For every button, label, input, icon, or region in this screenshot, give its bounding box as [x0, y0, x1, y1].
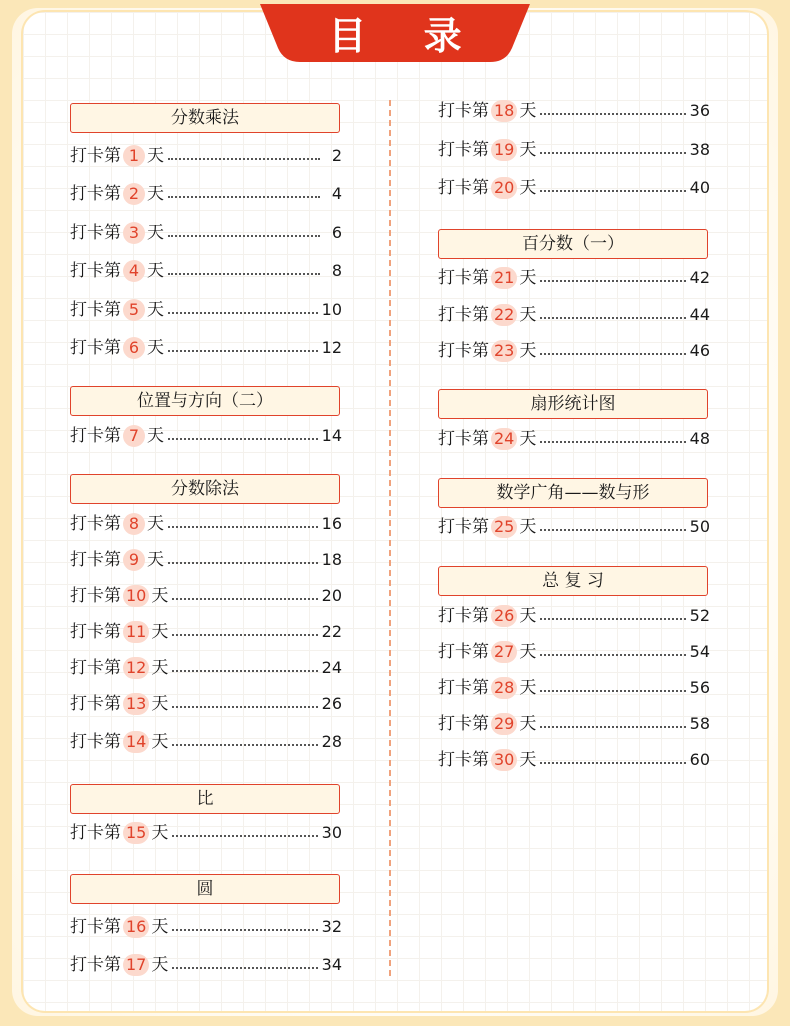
entry-prefix: 打卡第 [438, 268, 489, 288]
entry-suffix: 天 [151, 917, 169, 937]
section-heading: 分数除法 [70, 474, 340, 504]
dot-leader [172, 706, 317, 708]
day-number: 22 [491, 304, 517, 326]
entry-suffix: 天 [147, 550, 164, 570]
toc-entry[interactable] [70, 144, 342, 168]
entry-prefix: 打卡第 [438, 678, 489, 698]
day-number: 27 [491, 641, 517, 663]
day-number: 30 [491, 749, 517, 771]
dot-leader [168, 526, 318, 528]
section-heading: 扇形统计图 [438, 389, 708, 419]
page-number: 44 [689, 305, 710, 324]
dot-leader [172, 670, 317, 672]
day-number: 20 [491, 177, 517, 199]
dot-leader [540, 317, 685, 319]
toc-entry[interactable] [438, 303, 710, 327]
toc-entry[interactable] [438, 339, 710, 363]
entry-prefix: 打卡第 [438, 714, 489, 734]
entry-prefix: 打卡第 [438, 341, 489, 361]
day-number: 11 [123, 621, 149, 643]
entry-prefix: 打卡第 [70, 917, 121, 937]
dot-leader [168, 158, 320, 160]
day-number: 5 [123, 299, 145, 321]
dot-leader [540, 654, 685, 656]
page-number: 60 [689, 750, 710, 769]
page-number: 46 [689, 341, 710, 360]
entry-suffix: 天 [147, 184, 164, 204]
day-number: 16 [123, 916, 149, 938]
entry-suffix: 天 [147, 223, 164, 243]
entry-suffix: 天 [519, 642, 537, 662]
column-divider [389, 100, 391, 976]
toc-entry[interactable] [70, 298, 342, 322]
page-number: 10 [321, 300, 342, 319]
dot-leader [540, 190, 685, 192]
entry-suffix: 天 [519, 101, 537, 121]
page-number: 56 [689, 678, 710, 697]
page-number: 30 [321, 823, 342, 842]
entry-prefix: 打卡第 [438, 429, 489, 449]
day-number: 28 [491, 677, 517, 699]
dot-leader [168, 273, 320, 275]
entry-prefix: 打卡第 [438, 606, 489, 626]
entry-prefix: 打卡第 [438, 178, 489, 198]
dot-leader [540, 529, 685, 531]
dot-leader [540, 726, 685, 728]
dot-leader [172, 967, 317, 969]
day-number: 4 [123, 260, 145, 282]
day-number: 24 [491, 428, 517, 450]
day-number: 25 [491, 516, 517, 538]
toc-entry[interactable] [438, 676, 710, 700]
entry-suffix: 天 [147, 146, 164, 166]
page-number: 22 [321, 622, 342, 641]
dot-leader [540, 441, 685, 443]
entry-prefix: 打卡第 [438, 101, 489, 121]
entry-suffix: 天 [519, 429, 537, 449]
dot-leader [168, 438, 318, 440]
entry-suffix: 天 [519, 517, 537, 537]
page-number: 4 [331, 184, 342, 203]
day-number: 13 [123, 693, 149, 715]
entry-suffix: 天 [519, 678, 537, 698]
dot-leader [540, 762, 685, 764]
entry-prefix: 打卡第 [438, 750, 489, 770]
entry-prefix: 打卡第 [70, 146, 121, 166]
page-number: 12 [321, 338, 342, 357]
day-number: 9 [123, 549, 145, 571]
toc-entry[interactable] [70, 221, 342, 245]
entry-prefix: 打卡第 [70, 622, 121, 642]
day-number: 7 [123, 425, 145, 447]
page-number: 40 [689, 178, 710, 197]
day-number: 26 [491, 605, 517, 627]
entry-suffix: 天 [151, 823, 169, 843]
entry-prefix: 打卡第 [70, 261, 121, 281]
title-banner [260, 4, 530, 64]
toc-entry[interactable] [70, 548, 342, 572]
entry-suffix: 天 [519, 305, 537, 325]
page-number: 6 [331, 223, 342, 242]
toc-entry[interactable] [438, 99, 710, 123]
entry-suffix: 天 [147, 300, 164, 320]
entry-suffix: 天 [147, 261, 164, 281]
entry-prefix: 打卡第 [438, 140, 489, 160]
day-number: 8 [123, 513, 145, 535]
toc-entry[interactable] [70, 336, 342, 360]
toc-entry[interactable] [438, 266, 710, 290]
entry-suffix: 天 [151, 622, 169, 642]
entry-suffix: 天 [151, 658, 169, 678]
page-number: 38 [689, 140, 710, 159]
entry-prefix: 打卡第 [70, 658, 121, 678]
toc-entry[interactable] [438, 427, 710, 451]
entry-prefix: 打卡第 [70, 426, 121, 446]
day-number: 6 [123, 337, 145, 359]
page-number: 18 [321, 550, 342, 569]
entry-suffix: 天 [519, 268, 537, 288]
dot-leader [540, 353, 685, 355]
page-number: 20 [321, 586, 342, 605]
day-number: 12 [123, 657, 149, 679]
day-number: 14 [123, 731, 149, 753]
entry-suffix: 天 [519, 341, 537, 361]
day-number: 18 [491, 100, 517, 122]
toc-entry[interactable] [70, 424, 342, 448]
toc-entry[interactable] [70, 182, 342, 206]
page-number: 54 [689, 642, 710, 661]
entry-prefix: 打卡第 [438, 517, 489, 537]
dot-leader [168, 235, 320, 237]
section-heading: 百分数（一） [438, 229, 708, 259]
page-number: 48 [689, 429, 710, 448]
page-number: 52 [689, 606, 710, 625]
toc-entry[interactable] [438, 712, 710, 736]
toc-entry[interactable] [438, 176, 710, 200]
page-number: 42 [689, 268, 710, 287]
toc-entry[interactable] [70, 953, 342, 977]
dot-leader [172, 835, 317, 837]
toc-entry[interactable] [70, 656, 342, 680]
entry-suffix: 天 [147, 338, 164, 358]
section-heading: 位置与方向（二） [70, 386, 340, 416]
dot-leader [168, 350, 318, 352]
day-number: 1 [123, 145, 145, 167]
entry-suffix: 天 [147, 426, 164, 446]
day-number: 17 [123, 954, 149, 976]
entry-prefix: 打卡第 [70, 184, 121, 204]
entry-suffix: 天 [151, 955, 169, 975]
entry-prefix: 打卡第 [70, 338, 121, 358]
toc-entry[interactable] [70, 730, 342, 754]
dot-leader [172, 634, 317, 636]
entry-suffix: 天 [147, 514, 164, 534]
dot-leader [168, 196, 320, 198]
day-number: 15 [123, 822, 149, 844]
entry-prefix: 打卡第 [70, 955, 121, 975]
entry-prefix: 打卡第 [70, 223, 121, 243]
toc-entry[interactable] [438, 515, 710, 539]
page-number: 32 [321, 917, 342, 936]
dot-leader [540, 113, 685, 115]
page-number: 24 [321, 658, 342, 677]
section-heading: 数学广角——数与形 [438, 478, 708, 508]
day-number: 23 [491, 340, 517, 362]
day-number: 10 [123, 585, 149, 607]
entry-suffix: 天 [519, 606, 537, 626]
page-number: 16 [321, 514, 342, 533]
page-title: 目 录 [328, 14, 484, 58]
entry-suffix: 天 [519, 714, 537, 734]
entry-prefix: 打卡第 [70, 586, 121, 606]
day-number: 29 [491, 713, 517, 735]
entry-suffix: 天 [151, 732, 169, 752]
day-number: 21 [491, 267, 517, 289]
dot-leader [168, 562, 318, 564]
section-heading: 比 [70, 784, 340, 814]
day-number: 3 [123, 222, 145, 244]
toc-entry[interactable] [438, 640, 710, 664]
page-number: 58 [689, 714, 710, 733]
toc-entry[interactable] [70, 821, 342, 845]
dot-leader [172, 929, 317, 931]
page-number: 2 [331, 146, 342, 165]
section-heading: 分数乘法 [70, 103, 340, 133]
page-number: 36 [689, 101, 710, 120]
toc-entry[interactable] [70, 915, 342, 939]
toc-entry[interactable] [70, 259, 342, 283]
entry-prefix: 打卡第 [438, 642, 489, 662]
entry-prefix: 打卡第 [70, 514, 121, 534]
dot-leader [540, 618, 685, 620]
toc-entry[interactable] [70, 512, 342, 536]
page-number: 26 [321, 694, 342, 713]
toc-entry[interactable] [438, 604, 710, 628]
entry-suffix: 天 [519, 140, 537, 160]
dot-leader [168, 312, 318, 314]
page-number: 28 [321, 732, 342, 751]
page-number: 50 [689, 517, 710, 536]
entry-prefix: 打卡第 [70, 732, 121, 752]
page-number: 34 [321, 955, 342, 974]
day-number: 2 [123, 183, 145, 205]
entry-prefix: 打卡第 [70, 550, 121, 570]
entry-prefix: 打卡第 [438, 305, 489, 325]
section-heading: 总 复 习 [438, 566, 708, 596]
toc-entry[interactable] [70, 620, 342, 644]
toc-entry[interactable] [438, 748, 710, 772]
toc-entry[interactable] [70, 584, 342, 608]
entry-prefix: 打卡第 [70, 694, 121, 714]
toc-entry[interactable] [70, 692, 342, 716]
dot-leader [540, 152, 685, 154]
dot-leader [172, 598, 317, 600]
dot-leader [540, 280, 685, 282]
entry-prefix: 打卡第 [70, 823, 121, 843]
dot-leader [172, 744, 317, 746]
dot-leader [540, 690, 685, 692]
entry-suffix: 天 [151, 694, 169, 714]
entry-suffix: 天 [519, 178, 537, 198]
page-number: 8 [331, 261, 342, 280]
page-number: 14 [321, 426, 342, 445]
entry-prefix: 打卡第 [70, 300, 121, 320]
toc-entry[interactable] [438, 138, 710, 162]
entry-suffix: 天 [151, 586, 169, 606]
section-heading: 圆 [70, 874, 340, 904]
day-number: 19 [491, 139, 517, 161]
entry-suffix: 天 [519, 750, 537, 770]
